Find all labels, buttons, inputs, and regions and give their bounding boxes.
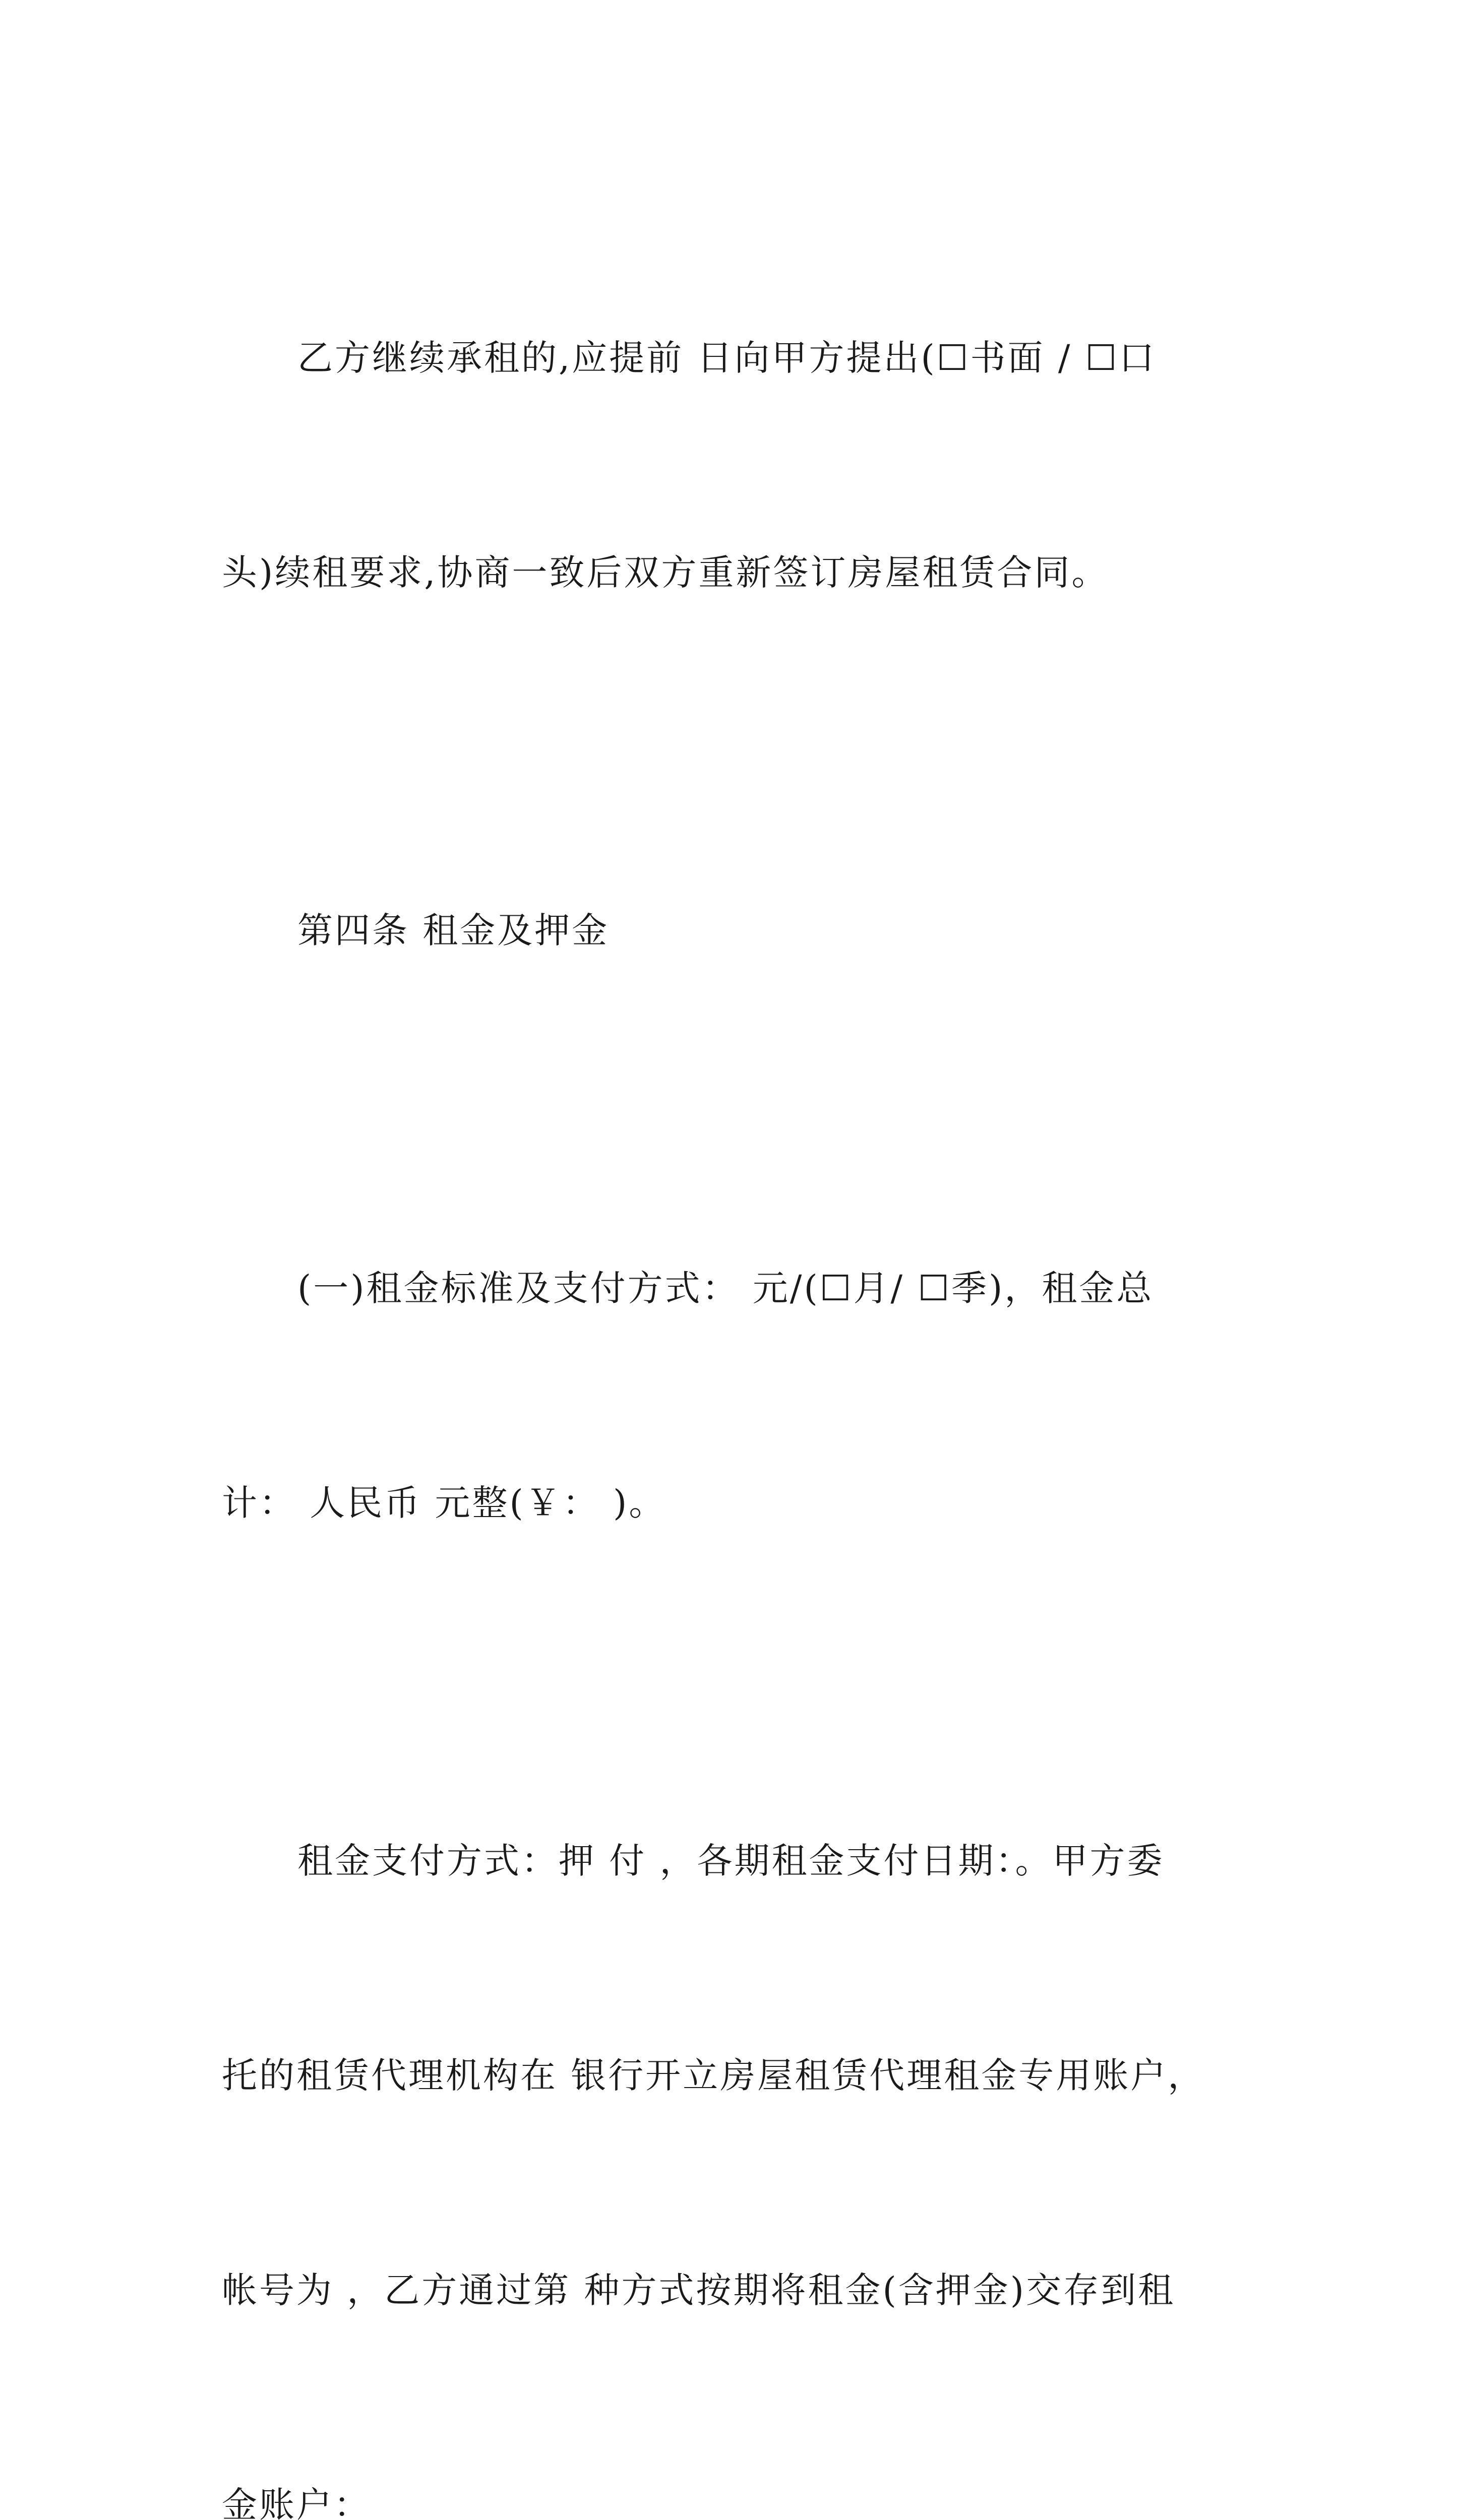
paragraph-rent-standard [222, 1109, 1250, 1682]
text-line: 帐号为 ，乙方通过第 种方式按期将租金(含押金)交存到租 [222, 2270, 1176, 2311]
text-line: 头)续租要求,协商一致后双方重新签订房屋租赁合同。 [222, 552, 1109, 593]
text-line: 第四条 租金及押金 [297, 910, 610, 951]
text-line: (一)租金标准及支付方式： 元/(☐月/ ☐季)，租金总 [297, 1268, 1154, 1309]
text-line: 金账户： [222, 2484, 371, 2520]
text-line: 计： 人民币 元整(￥： )。 [222, 1482, 666, 1524]
text-line: 租金支付方式：押 付 ，各期租金支付日期：。甲方委 [297, 1840, 1165, 1881]
paragraph-payment-method [222, 1682, 1250, 2520]
heading-article-4 [222, 751, 1250, 1109]
text-line: 乙方继续承租的,应提前 日向甲方提出(☐书面 / ☐口 [297, 337, 1157, 379]
contract-body [222, 179, 1250, 2520]
text-line: 托的租赁代理机构在 银行开立房屋租赁代理租金专用账户， [222, 2055, 1205, 2096]
paragraph-renewal [222, 179, 1250, 751]
